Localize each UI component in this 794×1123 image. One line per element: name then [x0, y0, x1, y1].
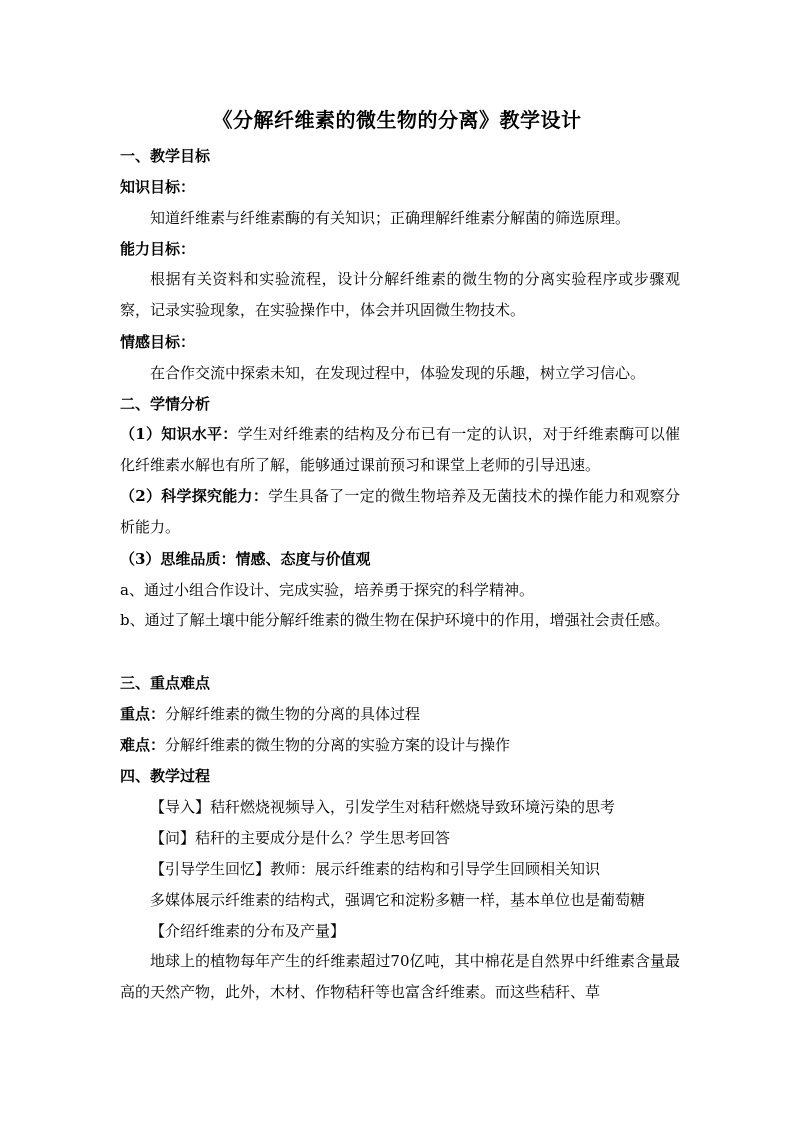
key-point-text: 分解纤维素的微生物的分离的具体过程: [165, 705, 421, 723]
student-analysis-item-3: （3）思维品质：情感、态度与价值观: [120, 550, 371, 568]
document-title: 《分解纤维素的微生物的分离》教学设计: [212, 108, 582, 132]
student-analysis-item-a: a、通过小组合作设计、完成实验，培养勇于探究的科学精神。: [120, 581, 534, 599]
process-line-multimedia: 多媒体展示纤维素的结构式，强调它和淀粉多糖一样，基本单位也是葡萄糖: [150, 891, 646, 909]
key-point-label: 重点：: [120, 705, 166, 723]
student-analysis-item-2: [120, 481, 680, 543]
item-1-label: （1）知识水平：: [120, 425, 238, 443]
ability-goal-text: 根据有关资料和实验流程，设计分解纤维素的微生物的分离实验程序或步骤观察，记录实验现象，在实验操作中，体会并巩固微生物技术。: [120, 270, 680, 319]
emotion-goal-label: 情感目标：: [120, 333, 196, 351]
process-line-distribution-heading: 【介绍纤维素的分布及产量】: [150, 922, 346, 940]
section-heading-teaching-goals: 一、教学目标: [120, 147, 211, 165]
emotion-goal-text: 在合作交流中探索未知，在发现过程中，体验发现的乐趣，树立学习信心。: [150, 364, 646, 382]
section-heading-teaching-process: 四、教学过程: [120, 767, 211, 785]
item-1-text: 学生对纤维素的结构及分布已有一定的认识，对于纤维素酶可以催化纤维素水解也有所了解，能够通过课前预习和课堂上老师的引导迅速。: [120, 425, 680, 474]
process-line-intro: 【导入】秸秆燃烧视频导入，引发学生对秸秆燃烧导致环境污染的思考: [150, 798, 616, 816]
difficult-point-line: [120, 735, 680, 755]
difficult-point-label: 难点：: [120, 736, 166, 754]
item-2-text: 学生具备了一定的微生物培养及无菌技术的操作能力和观察分析能力。: [120, 487, 680, 536]
knowledge-goal-text: 知道纤维素与纤维素酶的有关知识；正确理解纤维素分解菌的筛选原理。: [150, 209, 631, 227]
process-paragraph-cellulose: 地球上的植物每年产生的纤维素超过70亿吨，其中棉花是自然界中纤维素含量最高的天然产物，此外，木材、作物秸秆等也富含纤维素。而这些秸秆、草: [120, 952, 680, 1001]
key-point-line: [120, 704, 680, 724]
knowledge-goal-label: 知识目标：: [120, 178, 196, 196]
process-line-question: 【问】秸秆的主要成分是什么？学生思考回答: [150, 829, 451, 847]
section-heading-key-points: 三、重点难点: [120, 674, 211, 692]
item-2-label: （2）科学探究能力：: [120, 487, 269, 505]
student-analysis-item-1: [120, 419, 680, 481]
section-heading-student-analysis: 二、学情分析: [120, 395, 211, 413]
ability-goal-label: 能力目标：: [120, 240, 196, 258]
process-line-review: 【引导学生回忆】教师：展示纤维素的结构和引导学生回顾相关知识: [150, 860, 601, 878]
student-analysis-item-b: b、通过了解土壤中能分解纤维素的微生物在保护环境中的作用，增强社会责任感。: [120, 611, 670, 629]
difficult-point-text: 分解纤维素的微生物的分离的实验方案的设计与操作: [165, 736, 511, 754]
